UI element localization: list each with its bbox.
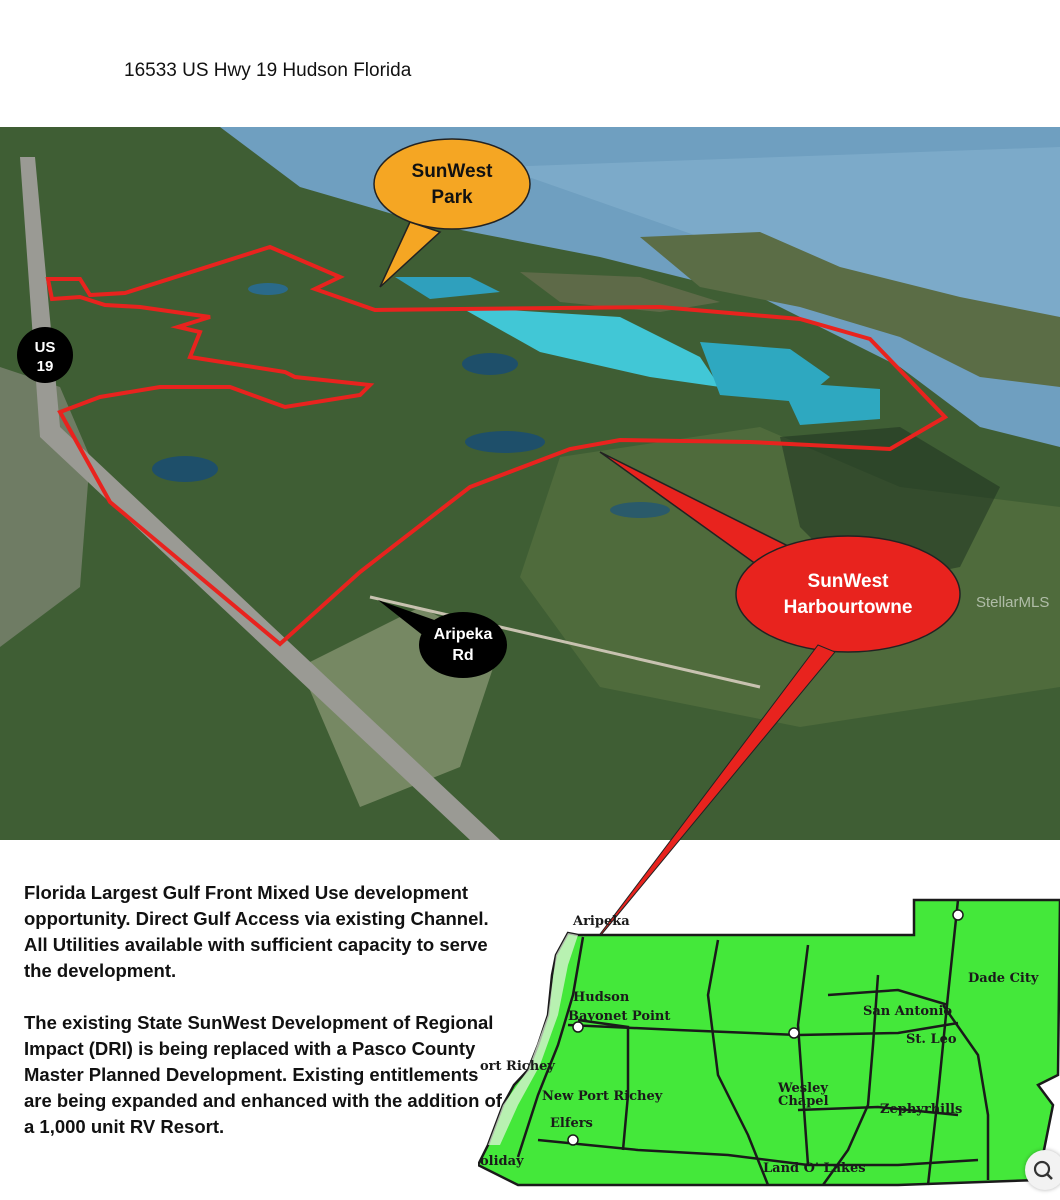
map-label-st-leo: St. Leo	[906, 1032, 957, 1047]
aripeka-rd-label-line2: Rd	[452, 647, 474, 664]
pasco-county-map	[478, 895, 1060, 1200]
description	[24, 880, 504, 1166]
search-icon	[1025, 1150, 1060, 1190]
map-label-bayonet-point: Bayonet Point	[568, 1009, 671, 1024]
harbourtowne-label-line1: SunWest	[807, 571, 889, 592]
aripeka-rd-label-line1: Aripeka	[433, 626, 493, 643]
map-label-chapel: Chapel	[778, 1094, 829, 1109]
sunwest-park-label-line2: Park	[431, 187, 473, 208]
map-label-dade-city: Dade City	[968, 971, 1039, 986]
description-paragraph-1: Florida Largest Gulf Front Mixed Use development opportunity. Direct Gulf Access via existing Channel. All Utilities available with sufficient capacity to serve the development.	[24, 882, 489, 981]
map-label-land-o-lakes: Land O' Lakes	[763, 1161, 866, 1176]
sunwest-park-label-line1: SunWest	[411, 161, 493, 182]
map-label-hudson: Hudson	[573, 990, 630, 1005]
search-button[interactable]	[1025, 1150, 1060, 1190]
address-heading: 16533 US Hwy 19 Hudson Florida	[124, 60, 412, 81]
us19-label-line2: 19	[36, 358, 54, 375]
map-label-port-richey: ort Richey	[480, 1059, 555, 1074]
map-label-new-port-richey: New Port Richey	[542, 1089, 663, 1104]
description-paragraph-2: The existing State SunWest Development of Regional Impact (DRI) is being replaced with a Pasco County Master Planned Development. Existing entitlements are being expanded and enhanced with the addition of a 1,000 unit RV Resort.	[24, 1012, 502, 1137]
us19-label-line1: US	[34, 339, 56, 356]
map-label-holiday: oliday	[480, 1154, 524, 1169]
map-label-aripeka: Aripeka	[573, 914, 630, 929]
map-label-san-antonio: San Antonio	[863, 1004, 953, 1019]
map-label-wesley: Wesley	[778, 1081, 828, 1096]
map-label-zephyrhills: Zephyrhills	[880, 1102, 963, 1117]
map-label-elfers: Elfers	[550, 1116, 593, 1131]
harbourtowne-label-line2: Harbourtowne	[783, 597, 913, 618]
stellar-mls-watermark: StellarMLS	[976, 594, 1050, 611]
